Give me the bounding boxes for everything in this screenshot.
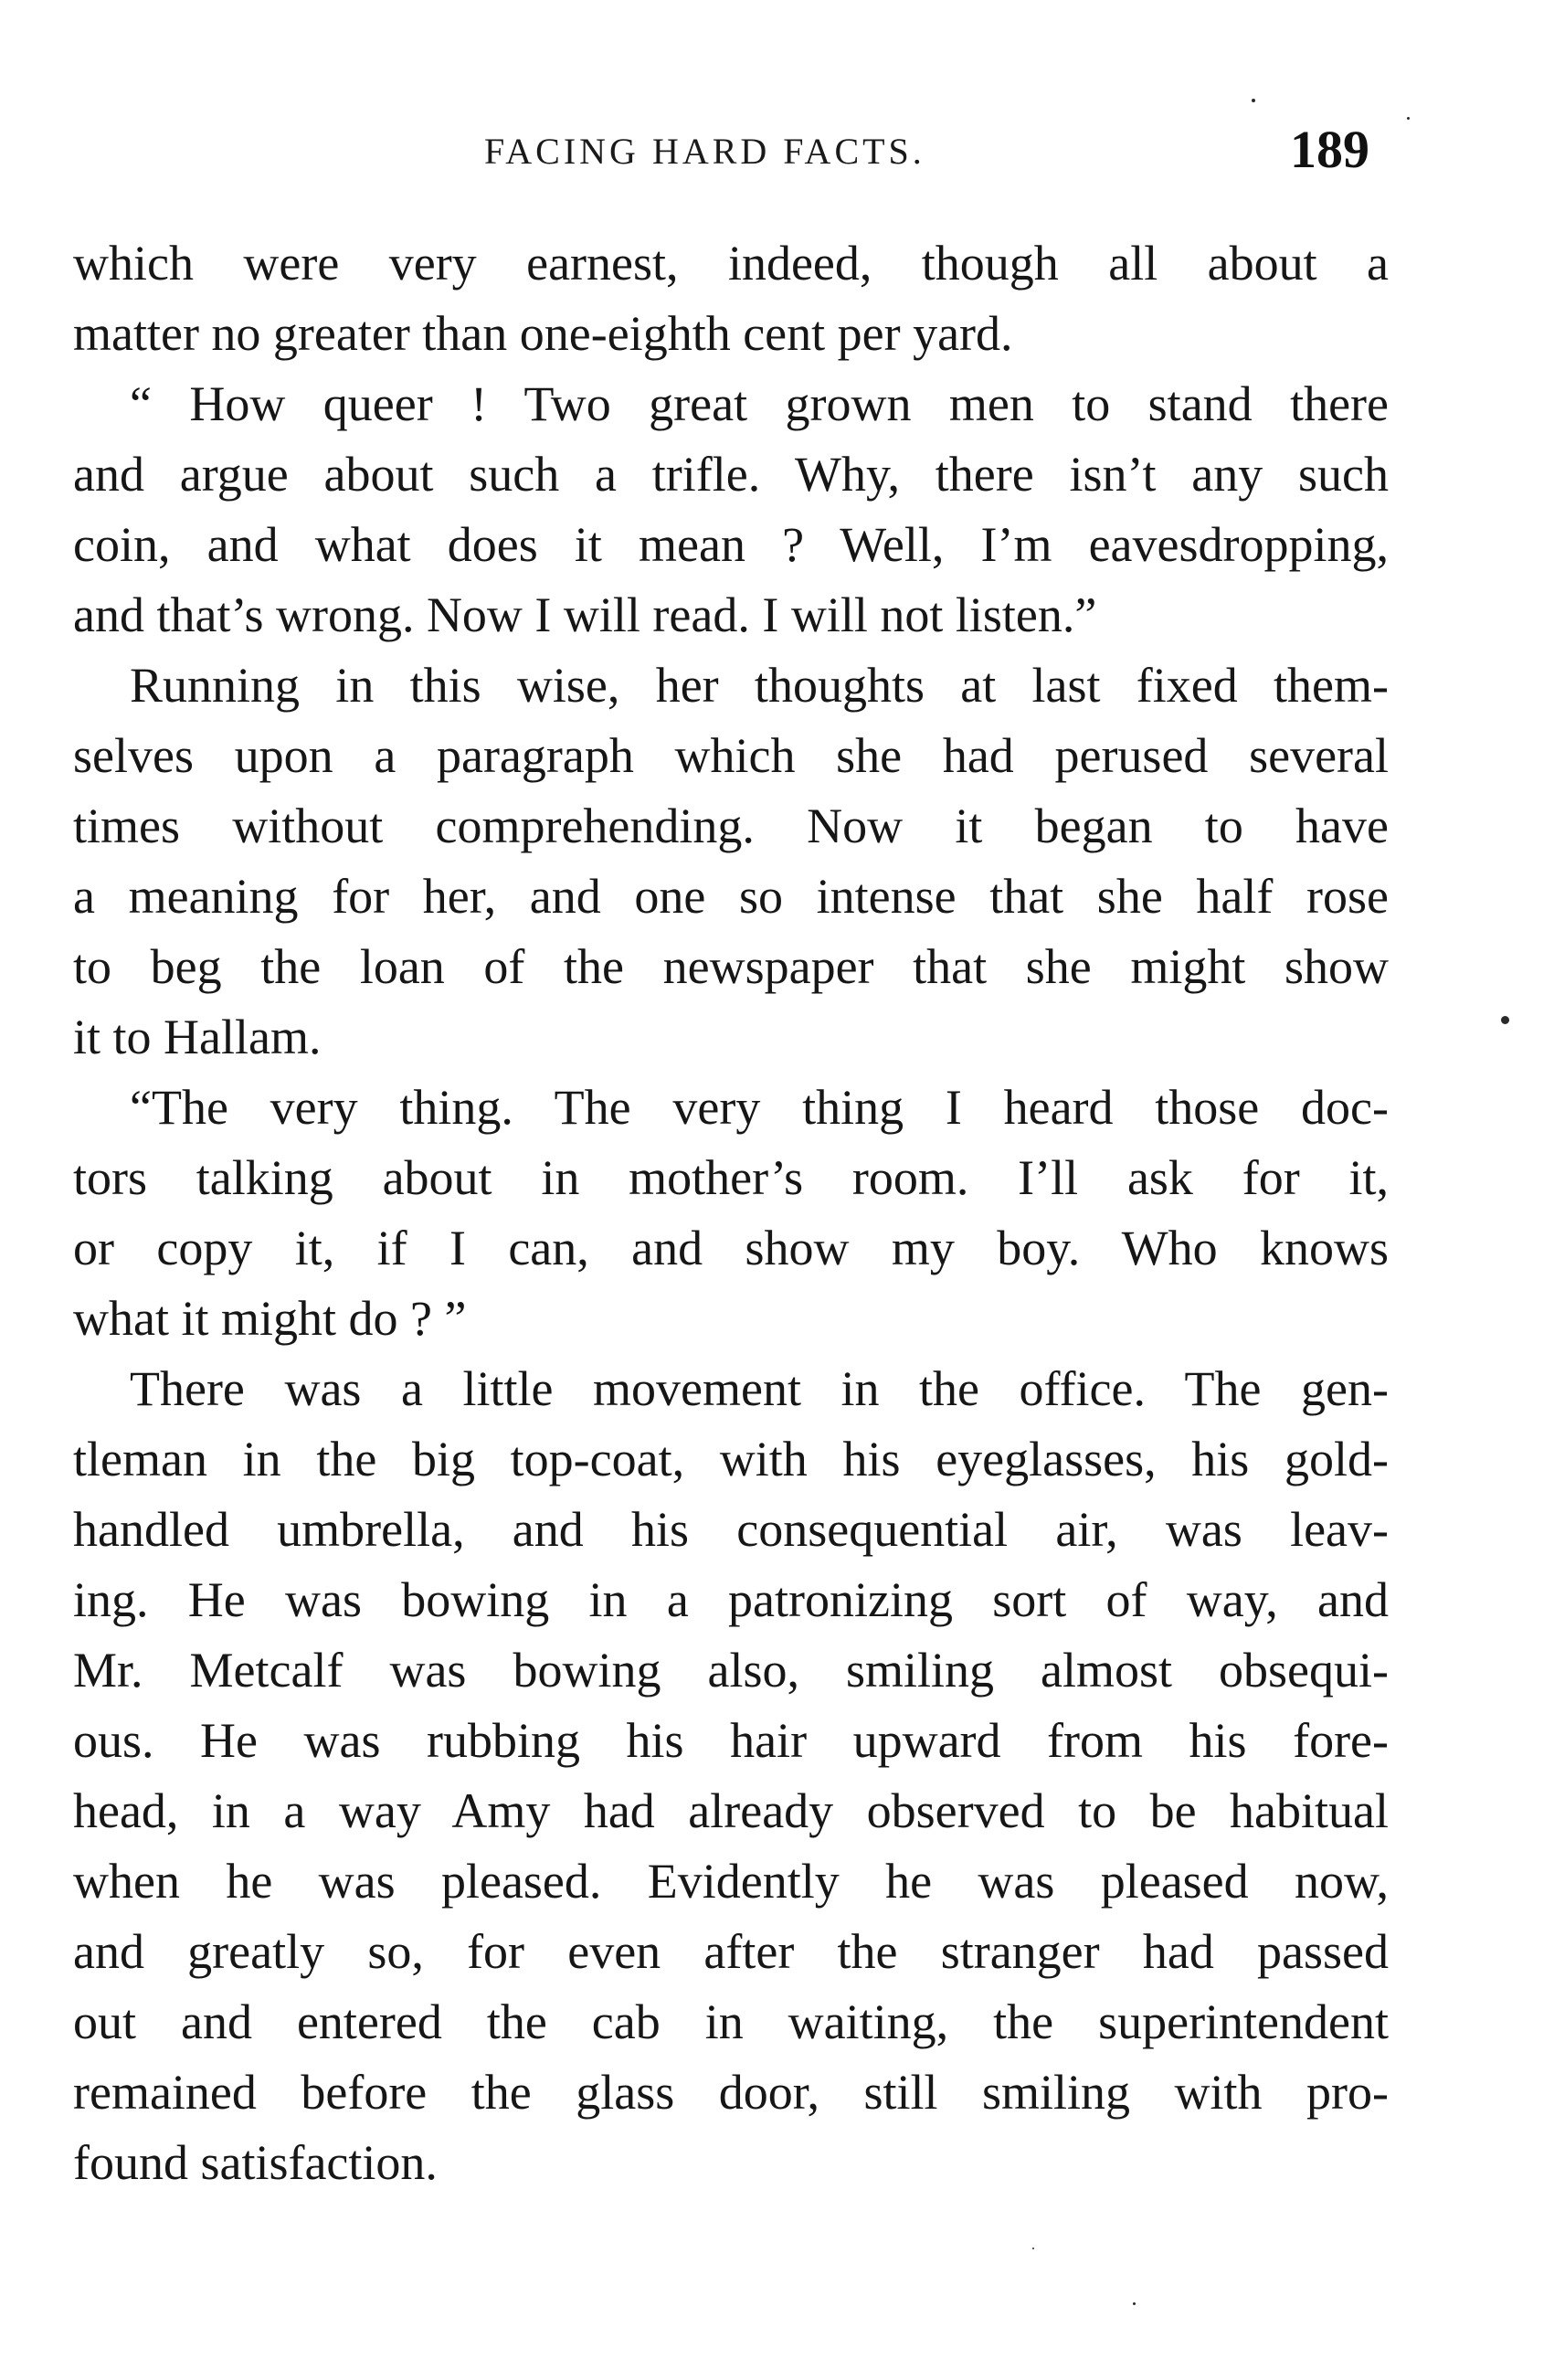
text-line: out and entered the cab in waiting, the superintendent bbox=[73, 1994, 1389, 2049]
text-line: or copy it, if I can, and show my boy. Who knows bbox=[73, 1221, 1389, 1275]
text-line: times without comprehending. Now it began to have bbox=[73, 799, 1389, 853]
print-speck bbox=[1407, 117, 1410, 120]
running-header bbox=[0, 120, 1554, 179]
text-line: handled umbrella, and his consequential air, was leav- bbox=[73, 1502, 1389, 1557]
page-number: 189 bbox=[1290, 120, 1369, 179]
text-line: when he was pleased. Evidently he was pleased now, bbox=[73, 1854, 1389, 1909]
text-line: tors talking about in mother’s room. I’ll ask for it, bbox=[73, 1150, 1389, 1205]
running-title: FACING HARD FACTS. bbox=[484, 131, 925, 172]
text-line: ous. He was rubbing his hair upward from his fore- bbox=[73, 1713, 1389, 1768]
text-line: and argue about such a trifle. Why, there isn’t any such bbox=[73, 447, 1389, 502]
print-speck bbox=[1501, 1016, 1509, 1024]
print-speck bbox=[1032, 2248, 1034, 2249]
text-line: and greatly so, for even after the stranger had passed bbox=[73, 1924, 1389, 1979]
text-line: what it might do ? ” bbox=[73, 1291, 467, 1346]
text-line: head, in a way Amy had already observed to be habitual bbox=[73, 1783, 1389, 1838]
print-speck bbox=[1252, 99, 1255, 102]
text-line: to beg the loan of the newspaper that she might show bbox=[73, 939, 1389, 994]
text-line: found satisfaction. bbox=[73, 2135, 438, 2190]
text-line: and that’s wrong. Now I will read. I will not listen.” bbox=[73, 587, 1097, 642]
text-line: tleman in the big top-coat, with his eyeglasses, his gold- bbox=[73, 1432, 1389, 1486]
text-line: “The very thing. The very thing I heard those doc- bbox=[130, 1080, 1389, 1135]
print-speck bbox=[1133, 2302, 1136, 2305]
text-line: selves upon a paragraph which she had perused several bbox=[73, 728, 1389, 783]
text-line: coin, and what does it mean ? Well, I’m eavesdropping, bbox=[73, 517, 1389, 572]
text-line: matter no greater than one-eighth cent per yard. bbox=[73, 306, 1013, 361]
text-line: Running in this wise, her thoughts at last fixed them- bbox=[130, 658, 1389, 713]
text-line: which were very earnest, indeed, though all about a bbox=[73, 236, 1389, 291]
text-line: it to Hallam. bbox=[73, 1010, 322, 1064]
text-line: ing. He was bowing in a patronizing sort of way, and bbox=[73, 1572, 1389, 1627]
text-line: There was a little movement in the office. The gen- bbox=[130, 1361, 1389, 1416]
text-line: remained before the glass door, still smiling with pro- bbox=[73, 2065, 1389, 2120]
text-line: a meaning for her, and one so intense that she half rose bbox=[73, 869, 1389, 924]
text-line: Mr. Metcalf was bowing also, smiling almost obsequi- bbox=[73, 1643, 1389, 1698]
text-line: “ How queer ! Two great grown men to stand there bbox=[130, 376, 1389, 431]
body-text bbox=[73, 228, 1389, 2198]
